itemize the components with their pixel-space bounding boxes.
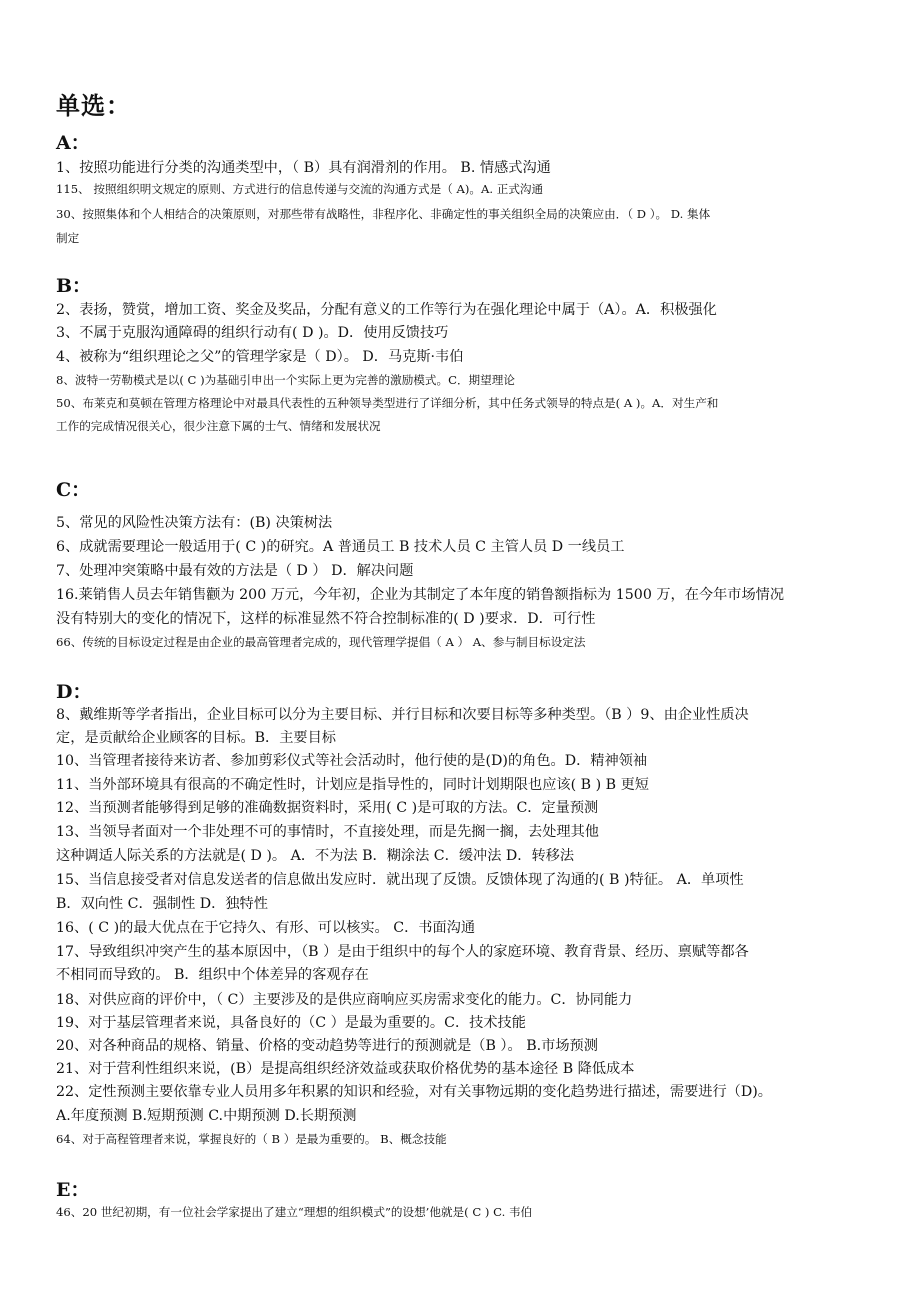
question-line: 13、当领导者面对一个非处理不可的事情时，不直接处理，而是先搁一搁，去处理其他 [56,824,599,840]
question-line: 3、不属于克服沟通障碍的组织行动有( D )。D．使用反馈技巧 [56,325,449,341]
question-line: 8、戴维斯等学者指出，企业目标可以分为主要目标、并行目标和次要目标等多种类型。（B ）9、由企业性质决 [56,707,749,723]
question-line: 16.莱销售人员去年销售颧为 200 万元，今年初，企业为其制定了本年度的销鲁额指标为 1500 万，在今年市场情况 [56,587,785,603]
section-heading-a: A： [56,132,90,154]
question-line: 46、20 世纪初期，有一位社会学家提出了建立“理想的组织模式”的设想’他就是( C ) C. 韦伯 [56,1205,533,1219]
question-line: A.年度预测 B.短期预测 C.中期预测 D.长期预测 [56,1108,357,1124]
question-line: 10、当管理者接待来访者、参加剪彩仪式等社会活动时，他行使的是(D)的角色。D．精神领袖 [56,753,648,769]
question-line: 64、对于高程管理者来说，掌握良好的（ B ）是最为重要的。 B、概念技能 [56,1132,447,1146]
section-heading-c: C： [56,479,91,501]
question-line: 5、常见的风险性决策方法有：(B) 决策树法 [56,515,333,531]
question-line: 没有特别大的变化的情况下，这样的标准显然不符合控制标准的( D )要求．D．可行性 [56,611,596,627]
question-line: 11、当外部环境具有很高的不确定性时，计划应是指导性的，同时计划期限也应该( B ) B 更短 [56,777,649,793]
question-line: 16、( C )的最大优点在于它持久、有形、可以核实。 C．书面沟通 [56,920,476,936]
question-line: 50、布莱克和莫顿在管理方格理论中对最具代表性的五种领导类型进行了详细分析，其中任务式领导的特点是( A )。A．对生产和 [56,396,719,410]
section-heading-b: B： [56,275,92,297]
question-line: 1、按照功能进行分类的沟通类型中，（ B）具有润滑剂的作用。 B. 情感式沟通 [56,160,551,176]
question-line: 17、导致组织冲突产生的基本原因中，（B ）是由于组织中的每个人的家庭环境、教育背景、经历、禀赋等都各 [56,944,749,960]
question-line: 21、对于营利性组织来说，(B）是提高组织经济效益或获取价格优势的基本途径 B 降低成本 [56,1061,635,1077]
question-line: 不相同而导致的。 B．组织中个体差异的客观存在 [56,967,369,983]
question-line: 4、被称为“组织理论之父”的管理学家是（ D）。 D．马克斯·韦伯 [56,349,464,365]
question-line: 22、定性预测主要依靠专业人员用多年积累的知识和经验，对有关事物远期的变化趋势进行描述，需要进行（D)。 [56,1084,772,1100]
section-heading-e: E： [56,1179,90,1201]
question-line: 66、传统的目标设定过程是由企业的最高管理者完成的，现代管理学提倡（ A ） A、参与制目标设定法 [56,635,586,649]
question-line: 20、对各种商品的规格、销量、价格的变动趋势等进行的预测就是（B ）。 B.市场预测 [56,1038,598,1054]
question-line: 115、 按照组织明文规定的原则、方式进行的信息传递与交流的沟通方式是（ A)。A. 正式沟通 [56,182,544,196]
question-line: 8、波特一劳勒模式是以( C )为基础引申出一个实际上更为完善的激励模式。C．期望理论 [56,373,515,387]
page-title: 单选： [56,91,131,120]
question-line: B．双向性 C．强制性 D．独特性 [56,896,268,912]
question-line: 30、按照集体和个人相结合的决策原则，对那些带有战略性，非程序化、非确定性的事关组织全局的决策应由．（ D ）。 D. 集体 [56,207,711,221]
question-line: 18、对供应商的评价中，（ C）主要涉及的是供应商响应买房需求变化的能力。C．协同能力 [56,992,633,1008]
question-line: 15、当信息接受者对信息发送者的信息做出发应时．就出现了反馈。反馈体现了沟通的( B )特征。 A．单项性 [56,872,744,888]
section-heading-d: D： [56,681,92,703]
question-line: 2、表扬，赞赏，增加工资、奖金及奖品，分配有意义的工作等行为在强化理论中属于（A）。A．积极强化 [56,302,717,318]
question-line: 制定 [56,231,80,245]
question-line: 这种调适人际关系的方法就是( D )。 A．不为法 B．糊涂法 C．缓冲法 D．转移法 [56,848,575,864]
question-line: 12、当预测者能够得到足够的准确数据资料时，采用( C )是可取的方法。C．定量预测 [56,800,599,816]
question-line: 6、成就需要理论一般适用于( C )的研究。A 普通员工 B 技术人员 C 主管人员 D 一线员工 [56,539,625,555]
question-line: 19、对于基层管理者来说，具备良好的（C ）是最为重要的。C．技术技能 [56,1015,526,1031]
question-line: 工作的完成情况很关心，很少注意下属的士气、情绪和发展状况 [56,419,381,433]
question-line: 7、处理冲突策略中最有效的方法是（ D ） D．解决问题 [56,563,414,579]
question-line: 定，是贡献给企业顾客的目标。B．主要目标 [56,730,336,746]
